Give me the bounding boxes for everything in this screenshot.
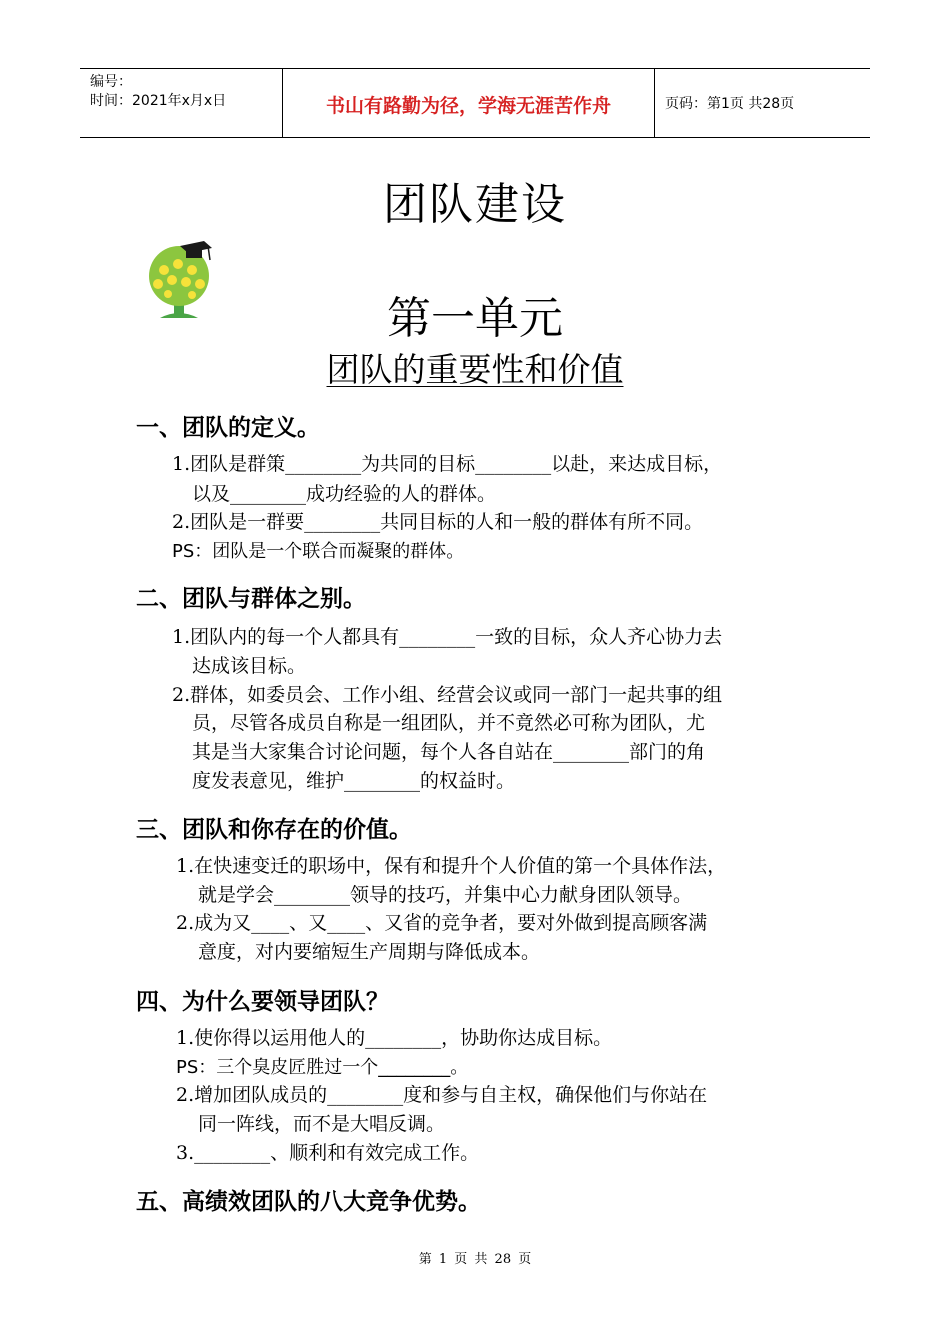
paragraph-line: 2.群体，如委员会、工作小组、经营会议或同一部门一起共事的组 xyxy=(172,684,723,706)
paragraph-line: 1.使你得以运用他人的________，协助你达成目标。 xyxy=(176,1027,613,1049)
header-meta xyxy=(80,69,283,137)
paragraph-line: 达成该目标。 xyxy=(192,655,307,677)
section-heading-2: 二、团队与群体之别。 xyxy=(136,586,366,612)
section-heading-1: 一、团队的定义。 xyxy=(136,415,320,441)
paragraph-line: 2.增加团队成员的________度和参与自主权，确保他们与你站在 xyxy=(176,1084,708,1106)
paragraph-line: 意度，对内要缩短生产周期与降低成本。 xyxy=(198,941,541,963)
section-heading-3: 三、团队和你存在的价值。 xyxy=(136,817,412,843)
unit-subtitle-text: 团队的重要性和价值 xyxy=(326,350,624,389)
paragraph-line: 同一阵线，而不是大唱反调。 xyxy=(198,1113,446,1135)
document-title: 团队建设 xyxy=(383,179,567,230)
header-page-info: 页码：第1页 共28页 xyxy=(665,96,795,112)
time-label: 时间：2021年x月x日 xyxy=(90,93,227,109)
number-label: 编号： xyxy=(90,74,132,90)
paragraph-line: 1.团队内的每一个人都具有________一致的目标，众人齐心协力去 xyxy=(172,626,723,648)
paragraph-line: 其是当大家集合讨论问题，每个人各自站在________部门的角 xyxy=(192,741,706,763)
paragraph-line: 度发表意见，维护________的权益时。 xyxy=(192,770,516,792)
paragraph-line: 就是学会________领导的技巧，并集中心力献身团队领导。 xyxy=(198,884,693,906)
paragraph-line: 2.成为又____、又____、又省的竞争者，要对外做到提高顾客满 xyxy=(176,912,708,934)
ps-note: PS：团队是一个联合而凝聚的群体。 xyxy=(172,541,465,562)
page-footer: 第 1 页 共 28 页 xyxy=(418,1252,532,1267)
paragraph-line: 1.在快速变迁的职场中，保有和提升个人价值的第一个具体作法， xyxy=(176,855,727,877)
paragraph-line: 员，尽管各成员自称是一组团队，并不竟然必可称为团队，尤 xyxy=(192,712,706,734)
section-heading-5: 五、高绩效团队的八大竞争优势。 xyxy=(136,1189,481,1215)
header-motto: 书山有路勤为径，学海无涯苦作舟 xyxy=(283,69,655,137)
unit-title: 第一单元 xyxy=(387,293,563,344)
paragraph-line: 3.________、顺利和有效完成工作。 xyxy=(176,1142,480,1164)
paragraph-line: 以及________成功经验的人的群体。 xyxy=(192,483,497,505)
unit-subtitle xyxy=(0,344,950,391)
paragraph-line: 1.团队是群策________为共同的目标________以赴，来达成目标， xyxy=(172,453,723,475)
ps-note: PS：三个臭皮匠胜过一个________。 xyxy=(176,1057,469,1078)
header-table xyxy=(80,68,870,138)
section-heading-4: 四、为什么要领导团队？ xyxy=(136,989,389,1015)
paragraph-line: 2.团队是一群要________共同目标的人和一般的群体有所不同。 xyxy=(172,511,704,533)
